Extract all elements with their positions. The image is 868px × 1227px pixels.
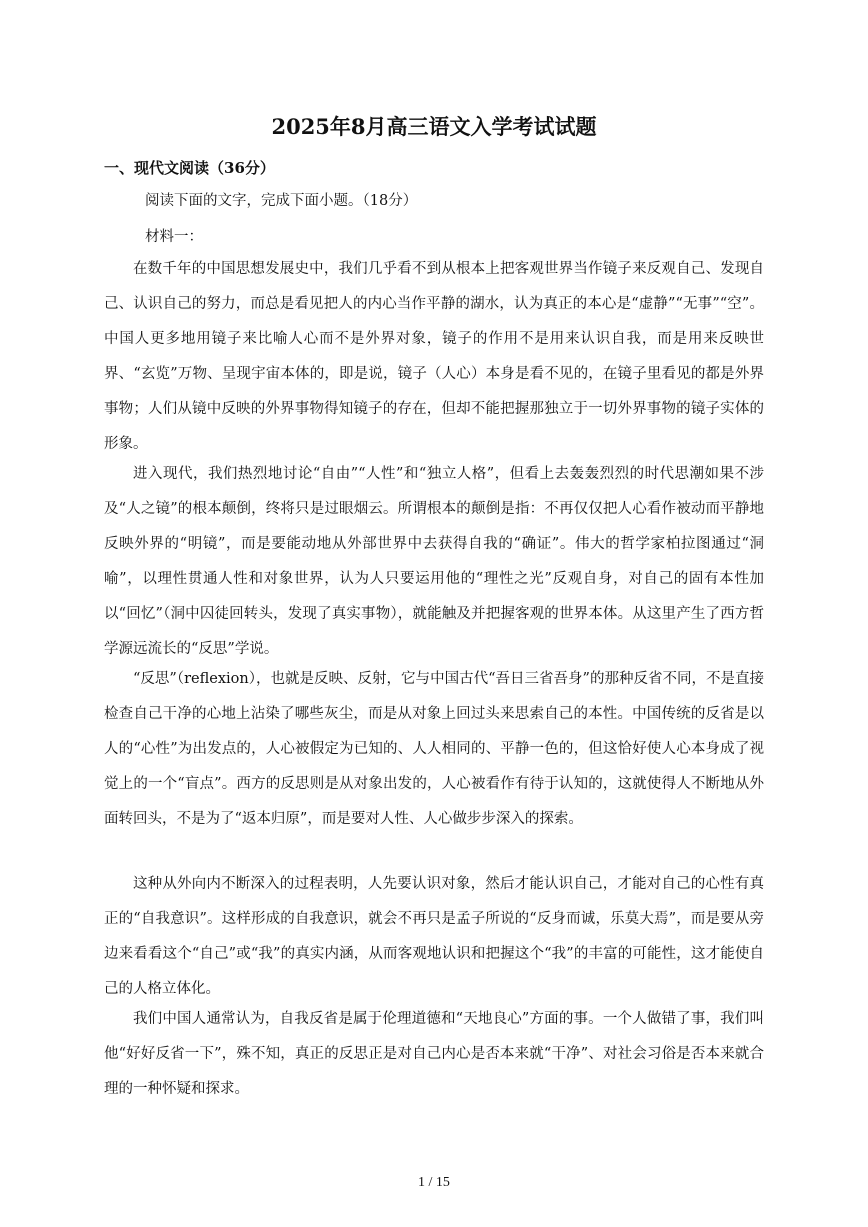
paragraph: 这种从外向内不断深入的过程表明，人先要认识对象，然后才能认识自己，才能对自己的心性有真正的“自我意识”。这样形成的自我意识，就会不再只是孟子所说的“反身而诚，乐莫大焉”，而是要从旁边来看看这个“自己”或“我”的真实内涵，从而客观地认识和把握这个“我”的丰富的可能性，这才能使自己的人格立体化。 bbox=[104, 876, 764, 997]
paragraph: 我们中国人通常认为，自我反省是属于伦理道德和“天地良心”方面的事。一个人做错了事，我们叫他“好好反省一下”，殊不知，真正的反思正是对自己内心是否本来就“干净”、对社会习俗是否本来就合理的一种怀疑和探求。 bbox=[104, 1011, 764, 1097]
paragraph: “反思”（reflexion），也就是反映、反射，它与中国古代“吾日三省吾身”的那种反省不同，不是直接检查自己干净的心地上沾染了哪些灰尘，而是从对象上回过头来思索自己的本性。中国传统的反省是以人的“心性”为出发点的，人心被假定为已知的、人人相同的、平静一色的，但这恰好使人心本身成了视觉上的一个“盲点”。西方的反思则是从对象出发的，人心被看作有待于认知的，这就使得人不断地从外面转回头，不是为了“返本归原”，而是要对人性、人心做步步深入的探索。 bbox=[104, 671, 764, 827]
paragraph: 进入现代，我们热烈地讨论“自由”“人性”和“独立人格”，但看上去轰轰烈烈的时代思潮如果不涉及“人之镜”的根本颠倒，终将只是过眼烟云。所谓根本的颠倒是指：不再仅仅把人心看作被动而平静地反映外界的“明镜”，而是要能动地从外部世界中去获得自我的“确证”。伟大的哲学家柏拉图通过“洞喻”，以理性贯通人性和对象世界，认为人只要运用他的“理性之光”反观自身，对自己的固有本性加以“回忆”（洞中囚徒回转头，发现了真实事物），就能触及并把握客观的世界本体。从这里产生了西方哲学源远流长的“反思”学说。 bbox=[104, 466, 764, 657]
reading-instruction: 阅读下面的文字，完成下面小题。（18分） bbox=[145, 193, 418, 209]
page-title: 2025年8月高三语文入学考试试题 bbox=[271, 114, 597, 139]
page-number: 1 / 15 bbox=[418, 1175, 450, 1190]
section-heading: 一、现代文阅读（36分） bbox=[104, 159, 275, 177]
paragraph: 在数千年的中国思想发展史中，我们几乎看不到从根本上把客观世界当作镜子来反观自己、发现自己、认识自己的努力，而总是看见把人的内心当作平静的湖水，认为真正的本心是“虚静”“无事”“空”。中国人更多地用镜子来比喻人心而不是外界对象，镜子的作用不是用来认识自我，而是用来反映世界、“玄览”万物、呈现宇宙本体的，即是说，镜子（人心）本身是看不见的，在镜子里看见的都是外界事物；人们从镜中反映的外界事物得知镜子的存在，但却不能把握那独立于一切外界事物的镜子实体的形象。 bbox=[104, 261, 764, 452]
material-label: 材料一： bbox=[145, 229, 203, 245]
